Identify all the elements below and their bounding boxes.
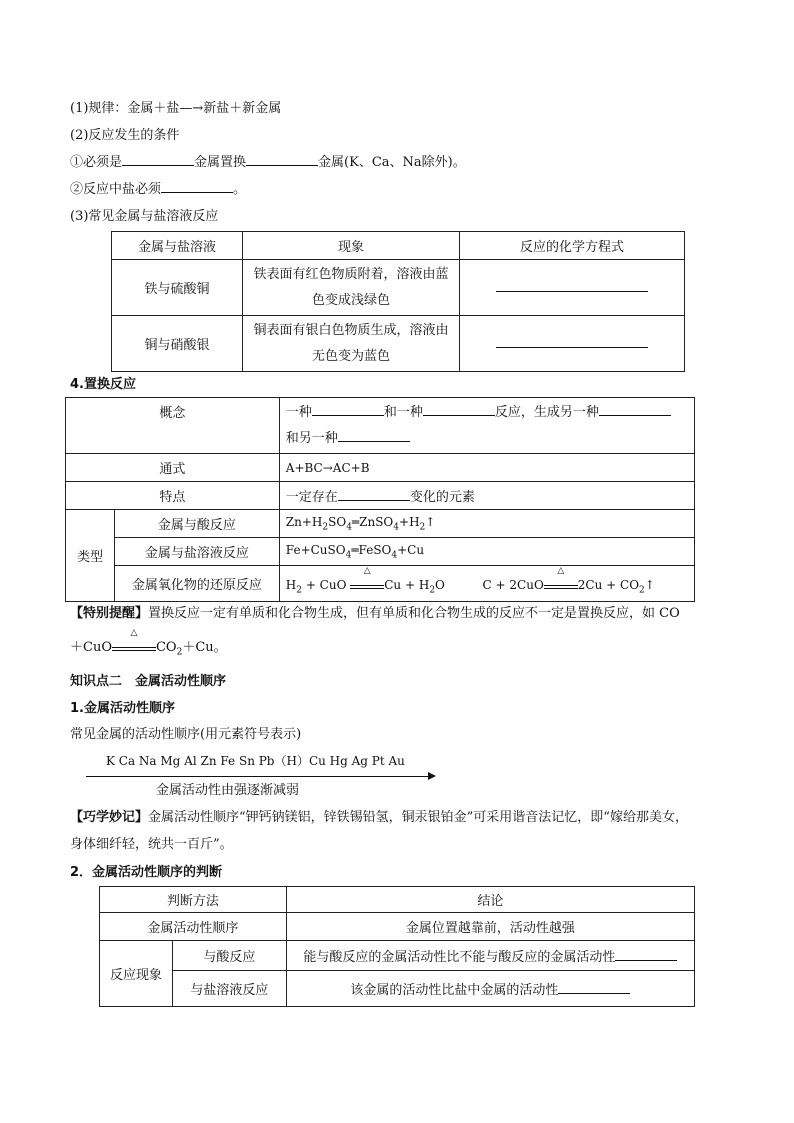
- eq-part: Fe+CuSO: [285, 542, 346, 557]
- method-cell: 与酸反应: [173, 941, 287, 971]
- reaction-name: 铁与硫酸铜: [112, 260, 243, 316]
- reminder-label: 【特别提醒】: [70, 606, 149, 621]
- concept-b: 和一种: [383, 404, 423, 420]
- eq-sub: 2: [429, 585, 436, 596]
- eq-sub: 4: [393, 522, 400, 533]
- eq-part: ═FeSO: [351, 542, 392, 557]
- delta-icon: △: [363, 565, 371, 576]
- answer-blank[interactable]: [615, 948, 677, 961]
- heat-condition-sign: [350, 565, 384, 589]
- answer-blank[interactable]: [599, 403, 671, 416]
- eq-part: + CuO: [302, 577, 351, 592]
- special-reminder: [70, 602, 680, 621]
- phenomenon-line: 铜表面有银白色物质生成，溶液由: [253, 322, 449, 338]
- eq-part: +Cu: [397, 542, 425, 557]
- phenomenon-line: 无色变为蓝色: [311, 348, 390, 364]
- eq-part: ↑: [425, 514, 436, 529]
- feature-label: 特点: [66, 482, 280, 510]
- equation-reduction: [279, 566, 694, 602]
- formula-value: A+BC→AC+B: [279, 454, 694, 482]
- answer-blank[interactable]: [558, 981, 630, 994]
- eq-sub: 4: [391, 550, 398, 561]
- condition-2-b: 。: [233, 182, 247, 197]
- concept-a: 一种: [285, 404, 312, 420]
- reminder-text: 置换反应一定有单质和化合物生成，但有单质和化合物生成的反应不一定是置换反应，如 CO: [148, 606, 680, 621]
- table-header: 反应的化学方程式: [460, 232, 685, 260]
- feature-a: 一定存在: [285, 490, 338, 505]
- feature-b: 变化的元素: [409, 490, 475, 505]
- eq-sub: 2: [419, 522, 426, 533]
- condition-1-b: 金属置换: [194, 155, 247, 170]
- condition-2-a: ②反应中盐必须: [70, 182, 162, 197]
- memo-label: 【巧学妙记】: [70, 810, 149, 825]
- table-header: 现象: [243, 232, 460, 260]
- table-header: 金属与盐溶液: [112, 232, 243, 260]
- replacement-reaction-table: [65, 397, 695, 602]
- answer-blank[interactable]: [338, 488, 410, 501]
- method-cell: 与盐溶液反应: [173, 971, 287, 1007]
- condition-1-a: ①必须是: [70, 155, 123, 170]
- condition-1-c: 金属(K、Ca、Na除外)。: [318, 155, 466, 170]
- conclusion-text: 能与酸反应的金属活动性比不能与酸反应的金属活动性: [303, 950, 616, 965]
- eq-part: +H: [399, 514, 420, 529]
- condition-1: [70, 151, 466, 170]
- feature-cell: [279, 482, 694, 510]
- concept-label: 概念: [66, 398, 280, 454]
- eq-part: O: [435, 577, 445, 592]
- reminder-part: CO: [155, 640, 177, 655]
- answer-blank[interactable]: [122, 153, 194, 166]
- activity-order: K Ca Na Mg Al Zn Fe Sn Pb（H）Cu Hg Ag Pt Au: [106, 754, 405, 768]
- kp2-desc: 常见金属的活动性顺序(用元素符号表示): [70, 727, 302, 742]
- table-header: 判断方法: [100, 887, 287, 913]
- concept-d: 和另一种: [285, 430, 338, 446]
- concept-cell: [279, 398, 694, 454]
- answer-blank[interactable]: [161, 180, 233, 193]
- heat-condition-sign: [112, 628, 156, 651]
- answer-blank[interactable]: [338, 429, 410, 442]
- common-reactions-title: (3)常见金属与盐溶液反应: [70, 209, 219, 224]
- type-label: 类型: [66, 510, 115, 602]
- conclusion-cell: [286, 971, 694, 1007]
- phenomenon-line: 色变成浅绿色: [311, 292, 390, 308]
- answer-blank[interactable]: [312, 403, 384, 416]
- eq-part: Zn+H: [285, 514, 323, 529]
- activity-arrow-line: [86, 776, 428, 777]
- delta-icon: △: [130, 628, 138, 638]
- equation-acid: [279, 510, 694, 538]
- eq-part: Cu + H: [384, 577, 430, 592]
- metal-salt-table: [111, 231, 685, 372]
- eq-part: ↑: [644, 577, 655, 592]
- phenomenon-line: 铁表面有红色物质附着，溶液由蓝: [253, 266, 449, 282]
- answer-blank[interactable]: [246, 153, 318, 166]
- reminder-sub: 2: [176, 647, 183, 658]
- eq-sub: 4: [345, 550, 352, 561]
- eq-sub: 2: [296, 585, 302, 596]
- eq-sub: 2: [322, 522, 329, 533]
- type-name: 金属氧化物的还原反应: [115, 566, 280, 602]
- phenomenon-cell: [243, 316, 460, 372]
- arrow-label: 金属活动性由强逐渐减弱: [156, 783, 300, 798]
- answer-blank[interactable]: [496, 279, 648, 292]
- group-label: 反应现象: [100, 941, 173, 1007]
- heat-condition-sign: [544, 565, 578, 589]
- type-name: 金属与盐溶液反应: [115, 538, 280, 566]
- kp2-title: 知识点二 金属活动性顺序: [70, 674, 227, 689]
- rule-text: (1)规律：金属＋盐—→新盐＋新金属: [70, 101, 282, 116]
- type-name: 金属与酸反应: [115, 510, 280, 538]
- conclusion-cell: [286, 941, 694, 971]
- equation-cell: [460, 260, 685, 316]
- eq-sub: 2: [639, 585, 645, 596]
- eq-sub: 4: [346, 522, 352, 533]
- delta-icon: △: [557, 565, 565, 576]
- reaction-name: 铜与硝酸银: [112, 316, 243, 372]
- answer-blank[interactable]: [496, 335, 648, 348]
- method-cell: 金属活动性顺序: [100, 913, 287, 941]
- kp2-sub2: 2．金属活动性顺序的判断: [70, 865, 223, 880]
- formula-label: 通式: [66, 454, 280, 482]
- reminder-part: ＋Cu。: [182, 640, 227, 655]
- answer-blank[interactable]: [423, 403, 495, 416]
- arrow-right-icon: [428, 772, 436, 780]
- conclusion-cell: 金属位置越靠前，活动性越强: [286, 913, 694, 941]
- memo-line2: 身体细纤轻，统共一百斤”。: [70, 837, 233, 852]
- reminder-part: ＋CuO: [70, 640, 112, 655]
- table-header: 结论: [286, 887, 694, 913]
- eq-part: C + 2CuO: [482, 577, 544, 592]
- equation-cell: [460, 316, 685, 372]
- eq-part: 2Cu + CO: [577, 577, 640, 592]
- condition-title: (2)反应发生的条件: [70, 128, 180, 143]
- eq-part: ═ZnSO: [351, 514, 394, 529]
- concept-c: 反应，生成另一种: [494, 404, 599, 420]
- eq-part: H: [285, 577, 297, 592]
- eq-part: SO: [328, 514, 347, 529]
- activity-judgement-table: [99, 886, 695, 1007]
- section-title: 4.置换反应: [70, 377, 136, 392]
- kp2-sub1: 1.金属活动性顺序: [70, 701, 175, 716]
- conclusion-text: 该金属的活动性比盐中金属的活动性: [350, 983, 559, 998]
- special-reminder-line2: [70, 628, 227, 658]
- memo: [70, 806, 688, 825]
- equation-salt: [279, 538, 694, 566]
- condition-2: [70, 178, 246, 197]
- memo-text: 金属活动性顺序“钾钙钠镁铝，锌铁锡铅氢，铜汞银铂金”可采用谐音法记忆，即“嫁给那美女，: [148, 810, 688, 825]
- phenomenon-cell: [243, 260, 460, 316]
